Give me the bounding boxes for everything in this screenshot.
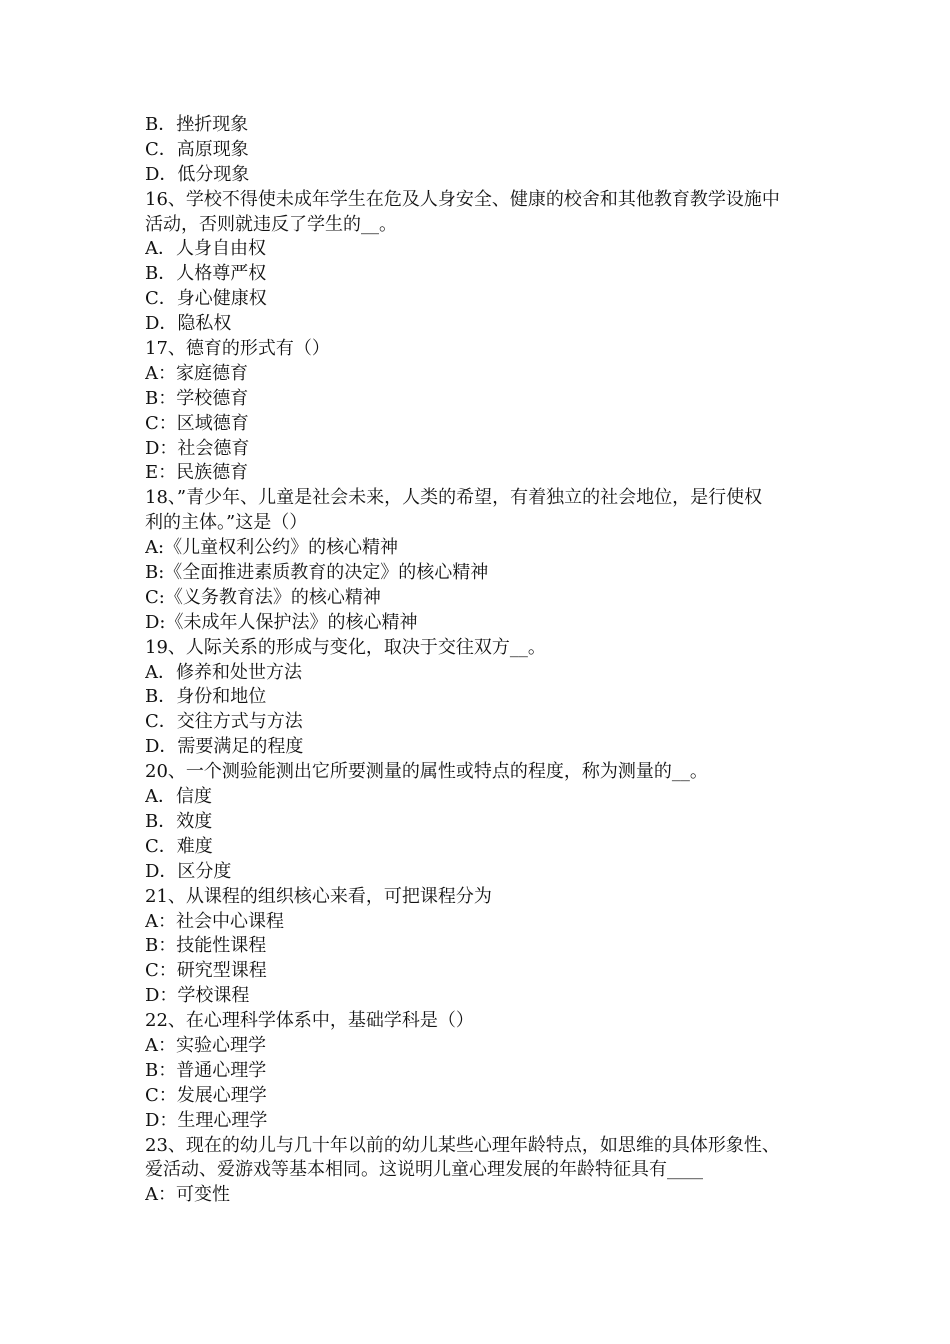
text-line: A：社会中心课程 [145,910,284,932]
text-line: D：生理心理学 [145,1109,268,1131]
text-line: 17、德育的形式有（） [145,338,330,360]
text-line: E：民族德育 [145,462,249,484]
text-line: 活动，否则就违反了学生的__。 [145,213,397,235]
text-line: A：实验心理学 [145,1034,266,1056]
text-line: A：家庭德育 [145,362,248,384]
text-line: D:《未成年人保护法》的核心精神 [145,611,418,633]
text-line: A：可变性 [145,1184,230,1206]
text-line: B：普通心理学 [145,1059,267,1081]
text-line: 21、从课程的组织核心来看，可把课程分为 [145,885,492,907]
text-line: B．挫折现象 [145,114,249,135]
text-line: C：发展心理学 [145,1084,267,1106]
text-line: D．需要满足的程度 [145,736,304,758]
text-line: A．信度 [145,786,212,808]
text-line: C．难度 [145,835,213,857]
text-line: A．修养和处世方法 [145,661,302,683]
text-line: 18、”青少年、儿童是社会未来，人类的希望，有着独立的社会地位，是行使权 [145,487,763,509]
text-line: 23、现在的幼儿与几十年以前的幼儿某些心理年龄特点，如思维的具体形象性、 [145,1134,780,1156]
text-line: B：技能性课程 [145,935,267,957]
document-page [145,113,825,1208]
text-line: 19、人际关系的形成与变化，取决于交往双方__。 [145,636,546,658]
text-line: 利的主体。”这是（） [145,512,308,534]
text-line: C．交往方式与方法 [145,711,303,733]
text-line: 22、在心理科学体系中，基础学科是（） [145,1010,474,1032]
text-line: 爱活动、爱游戏等基本相同。这说明儿童心理发展的年龄特征具有____ [145,1159,703,1181]
text-line: B：学校德育 [145,387,249,409]
text-line: D．低分现象 [145,163,250,185]
text-line: D：社会德育 [145,437,250,459]
text-line: C：区域德育 [145,412,249,434]
text-line: B:《全面推进素质教育的决定》的核心精神 [145,562,489,584]
text-line: D．区分度 [145,860,232,882]
text-line: C：研究型课程 [145,960,267,982]
text-line: D．隐私权 [145,313,232,335]
text-line: B．身份和地位 [145,686,267,708]
text-line: A:《儿童权利公约》的核心精神 [145,537,399,559]
text-line: 16、学校不得使未成年学生在危及人身安全、健康的校舍和其他教育教学设施中 [145,188,780,210]
text-line: A．人身自由权 [145,238,266,260]
text-line: C:《义务教育法》的核心精神 [145,586,381,608]
text-line: B．效度 [145,810,213,832]
text-line: C．身心健康权 [145,288,267,310]
text-line: 20、一个测验能测出它所要测量的属性或特点的程度，称为测量的__。 [145,761,708,783]
text-line: B．人格尊严权 [145,263,267,285]
text-line: C．高原现象 [145,138,249,160]
text-line: D：学校课程 [145,985,250,1007]
